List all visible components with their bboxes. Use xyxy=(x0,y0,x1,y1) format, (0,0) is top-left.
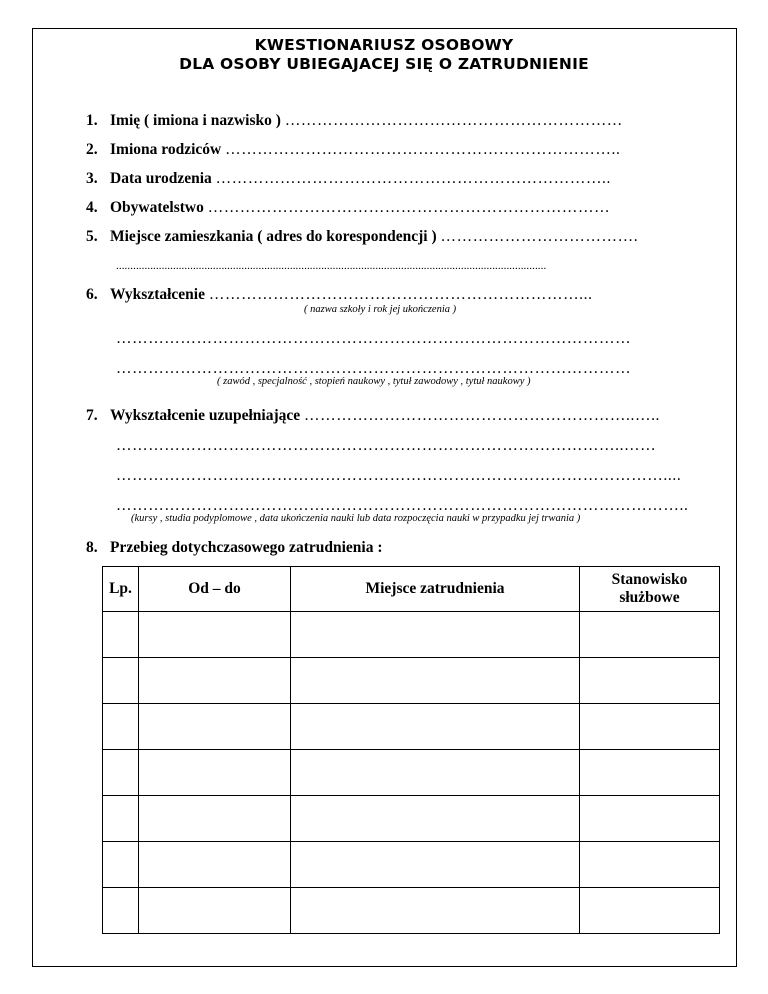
field-citizenship-dots: ………………………………………………………………… xyxy=(207,199,611,216)
cell-place[interactable] xyxy=(291,888,580,934)
cell-lp[interactable] xyxy=(103,704,139,750)
cell-place[interactable] xyxy=(291,796,580,842)
field-address-label: Miejsce zamieszkania ( adres do korespondencji ) xyxy=(110,228,437,245)
field-supplementary-education-dots: ……………………………………………………..….. xyxy=(304,407,661,424)
header-period: Od – do xyxy=(139,567,291,612)
cell-period[interactable] xyxy=(139,796,291,842)
cell-position[interactable] xyxy=(580,658,720,704)
table-row xyxy=(103,842,720,888)
cell-period[interactable] xyxy=(139,612,291,658)
field-education-label: Wykształcenie xyxy=(110,286,205,303)
cell-lp[interactable] xyxy=(103,750,139,796)
field-supplementary-line-1[interactable]: …………………………………………………………………………………..…… xyxy=(116,437,657,454)
table-row xyxy=(103,796,720,842)
cell-period[interactable] xyxy=(139,750,291,796)
cell-period[interactable] xyxy=(139,658,291,704)
education-profession-note: ( zawód , specjalność , stopień naukowy , tytuł zawodowy , tytuł naukowy ) xyxy=(217,376,531,387)
form-subtitle: DLA OSOBY UBIEGAJACEJ SIĘ O ZATRUDNIENIE xyxy=(179,55,589,73)
cell-period[interactable] xyxy=(139,888,291,934)
cell-place[interactable] xyxy=(291,658,580,704)
cell-position[interactable] xyxy=(580,704,720,750)
supplementary-education-note: (kursy , studia podyplomowe , data ukończenia nauki lub data rozpoczęcia nauki w przypadku jej trwania ) xyxy=(131,513,581,524)
field-education[interactable]: 6. Wykształcenie ……………………………………………………………... xyxy=(86,286,593,303)
cell-lp[interactable] xyxy=(103,888,139,934)
employment-table xyxy=(102,566,720,934)
cell-period[interactable] xyxy=(139,842,291,888)
cell-period[interactable] xyxy=(139,704,291,750)
header-lp: Lp. xyxy=(103,567,139,612)
field-parents-label: Imiona rodziców xyxy=(110,141,222,158)
table-row xyxy=(103,888,720,934)
cell-lp[interactable] xyxy=(103,658,139,704)
field-birth-date[interactable]: 3. Data urodzenia ……………………………………………………………….. xyxy=(86,170,611,187)
cell-lp[interactable] xyxy=(103,842,139,888)
field-supplementary-education-label: Wykształcenie uzupełniające xyxy=(110,407,301,424)
header-place: Miejsce zatrudnienia xyxy=(291,567,580,612)
form-title: KWESTIONARIUSZ OSOBOWY xyxy=(254,36,514,54)
field-supplementary-line-3[interactable]: …………………………………………………………………………………………….. xyxy=(116,497,689,514)
cell-lp[interactable] xyxy=(103,796,139,842)
cell-position[interactable] xyxy=(580,612,720,658)
field-education-line-2[interactable]: …………………………………………………………………………………… xyxy=(116,360,632,377)
field-name-dots: ……………………………………………………… xyxy=(284,112,623,129)
header-position: Stanowisko służbowe xyxy=(580,567,720,612)
field-address-dots: ………………………………. xyxy=(440,228,639,245)
cell-lp[interactable] xyxy=(103,612,139,658)
cell-position[interactable] xyxy=(580,842,720,888)
field-name[interactable]: 1. Imię ( imiona i nazwisko ) ……………………………………………………… xyxy=(86,112,623,129)
field-birth-date-dots: ……………………………………………………………….. xyxy=(215,170,611,187)
field-address-continuation[interactable]: ....................................................................................................................................................... xyxy=(116,260,547,272)
table-row xyxy=(103,704,720,750)
table-row xyxy=(103,658,720,704)
field-education-line-1[interactable]: …………………………………………………………………………………… xyxy=(116,330,632,347)
cell-place[interactable] xyxy=(291,704,580,750)
table-row xyxy=(103,750,720,796)
field-education-dots: ……………………………………………………………... xyxy=(208,286,593,303)
field-supplementary-education[interactable]: 7. Wykształcenie uzupełniające ……………………………………………………..….. xyxy=(86,407,661,424)
field-address[interactable]: 5. Miejsce zamieszkania ( adres do korespondencji ) ………………………………. xyxy=(86,228,639,245)
education-school-note: ( nazwa szkoły i rok jej ukończenia ) xyxy=(304,304,457,315)
cell-position[interactable] xyxy=(580,796,720,842)
cell-place[interactable] xyxy=(291,842,580,888)
field-birth-date-label: Data urodzenia xyxy=(110,170,212,187)
cell-place[interactable] xyxy=(291,612,580,658)
field-citizenship[interactable]: 4. Obywatelstwo ………………………………………………………………… xyxy=(86,199,611,216)
field-citizenship-label: Obywatelstwo xyxy=(110,199,204,216)
table-row xyxy=(103,612,720,658)
cell-place[interactable] xyxy=(291,750,580,796)
field-parents-dots: ……………………………………………………………….. xyxy=(225,141,621,158)
field-name-label: Imię ( imiona i nazwisko ) xyxy=(110,112,281,129)
field-supplementary-line-2[interactable]: ………………………………………………………………………………………….... xyxy=(116,467,682,484)
field-parents[interactable]: 2. Imiona rodziców ……………………………………………………………….. xyxy=(86,141,621,158)
employment-history-heading: 8. Przebieg dotychczasowego zatrudnienia : xyxy=(86,539,383,556)
cell-position[interactable] xyxy=(580,888,720,934)
cell-position[interactable] xyxy=(580,750,720,796)
employment-table-header xyxy=(103,567,720,612)
